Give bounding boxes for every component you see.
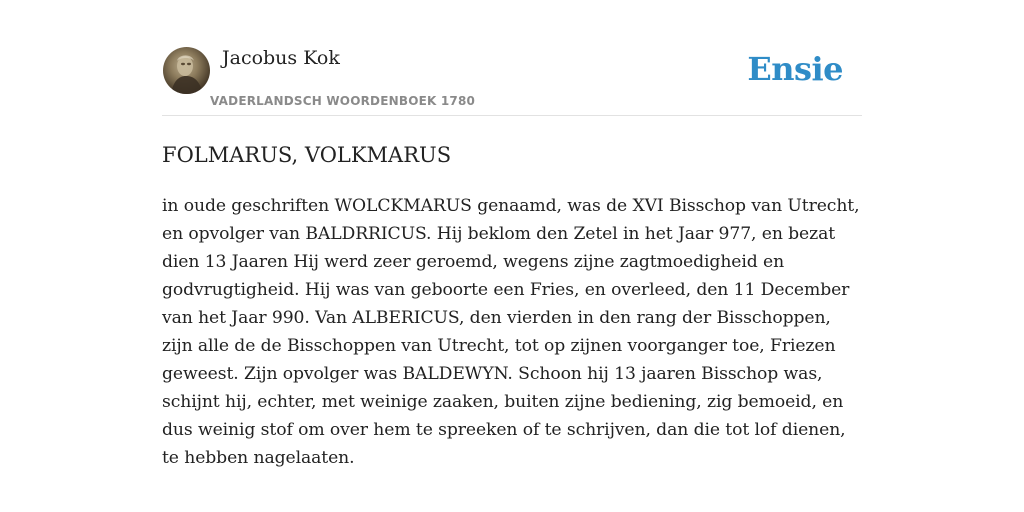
author-avatar[interactable] — [163, 47, 210, 94]
portrait-avatar-icon — [163, 47, 210, 94]
article-body: in oude geschriften WOLCKMARUS genaamd, was de XVI Bisschop van Utrecht, en opvolger van BALDRRICUS. Hij beklom den Zetel in het Jaar 977, en bezat dien 13 Jaaren Hij werd zeer geroemd, wegens zijne zagtmoedigheid en godvrugtigheid. Hij was van geboorte een Fries, en overleed, den 11 December van het Jaar 990. Van ALBERICUS, den vierden in den rang der Bisschoppen, zijn alle de de Bisschoppen van Utrecht, tot op zijnen voorganger toe, Friezen geweest. Zijn opvolger was BALDEWYN. Schoon hij 13 jaaren Bisschop was, schijnt hij, echter, met weinige zaaken, buiten zijne bediening, zig bemoeid, en dus weinig stof om over hem te spreeken of te schrijven, dan die tot lof dienen, te hebben nagelaaten. — [162, 196, 860, 468]
article-title: FOLMARUS, VOLKMARUS — [162, 143, 452, 167]
header-divider — [162, 115, 862, 116]
ensie-logo[interactable]: Ensie — [747, 50, 843, 88]
source-title[interactable]: VADERLANDSCH WOORDENBOEK 1780 — [210, 94, 476, 108]
author-name[interactable]: Jacobus Kok — [222, 47, 340, 69]
